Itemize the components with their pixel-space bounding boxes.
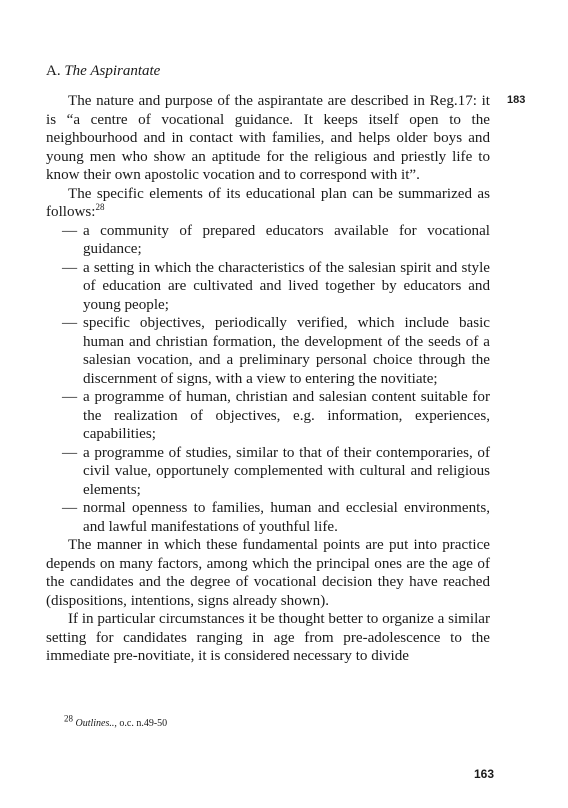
section-label: A.	[46, 63, 61, 79]
footnote-title: Outlines..,	[75, 718, 117, 729]
footnote-reference: 28	[95, 201, 105, 212]
paragraph-3: The manner in which these fundamental points are put into practice depends on many factors, among which the principal ones are the age of the candidates and the degree of vocational decision they have reached (dispositions, intentions, signs already shown).	[46, 537, 490, 609]
paragraph-2	[46, 185, 490, 222]
list-item	[46, 314, 490, 388]
paragraph-4: If in particular circumstances it be thought better to organize a similar setting for candidates ranging in age from pre-adolescence to the immediate pre-novitiate, it is considered necessary to divide	[46, 611, 490, 664]
list-item-text: a setting in which the characteristics of the salesian spirit and style of education are cultivated and lived together by educators and young people;	[83, 259, 490, 313]
page-number: 163	[474, 767, 495, 781]
list-item	[46, 259, 490, 315]
list-item-text: normal openness to families, human and ecclesial environments, and lawful manifestations of youthful life.	[83, 500, 490, 535]
list-dash: —	[62, 500, 78, 516]
list-item-text: specific objectives, periodically verified, which include basic human and christian formation, the development of the seeds of a salesian vocation, and a preliminary personal choice through the discernment of signs, with a view to entering the novitiate;	[83, 315, 490, 387]
list-dash: —	[62, 444, 78, 461]
list-item-text: a programme of human, christian and salesian content suitable for the realization of objectives, e.g. information, experiences, capabilities;	[83, 389, 490, 442]
paragraph-1: The nature and purpose of the aspirantate are described in Reg.17: it is “a centre of vocational guidance. It keeps itself open to the neighbourhood and in contact with families, and helps older boys and young men who show an aptitude for the religious and priestly life to know their own apostolic vocation and to correspond with it”.	[46, 93, 490, 183]
list-item	[46, 444, 490, 500]
elements-list	[46, 222, 490, 537]
paragraph-2-text: The specific elements of its educational plan can be summarized as follows:	[46, 185, 490, 220]
list-item-text: a programme of studies, similar to that of their contemporaries, of civil value, opportunely complemented with cultural and religious elements;	[83, 444, 490, 498]
list-dash: —	[62, 389, 78, 405]
list-item	[46, 388, 490, 444]
list-dash: —	[62, 315, 78, 331]
body-text	[46, 92, 490, 666]
footnote-number: 28	[64, 713, 73, 724]
list-item	[46, 222, 490, 259]
section-heading	[46, 62, 160, 80]
list-dash: —	[62, 222, 78, 239]
list-item-text: a community of prepared educators available for vocational guidance;	[83, 222, 490, 257]
footnote-citation: o.c. n.49-50	[116, 718, 168, 729]
list-dash: —	[62, 259, 78, 276]
section-title: The Aspirantate	[64, 63, 161, 79]
footnote	[64, 713, 168, 730]
margin-reference-number: 183	[507, 94, 526, 106]
list-item	[46, 499, 490, 536]
